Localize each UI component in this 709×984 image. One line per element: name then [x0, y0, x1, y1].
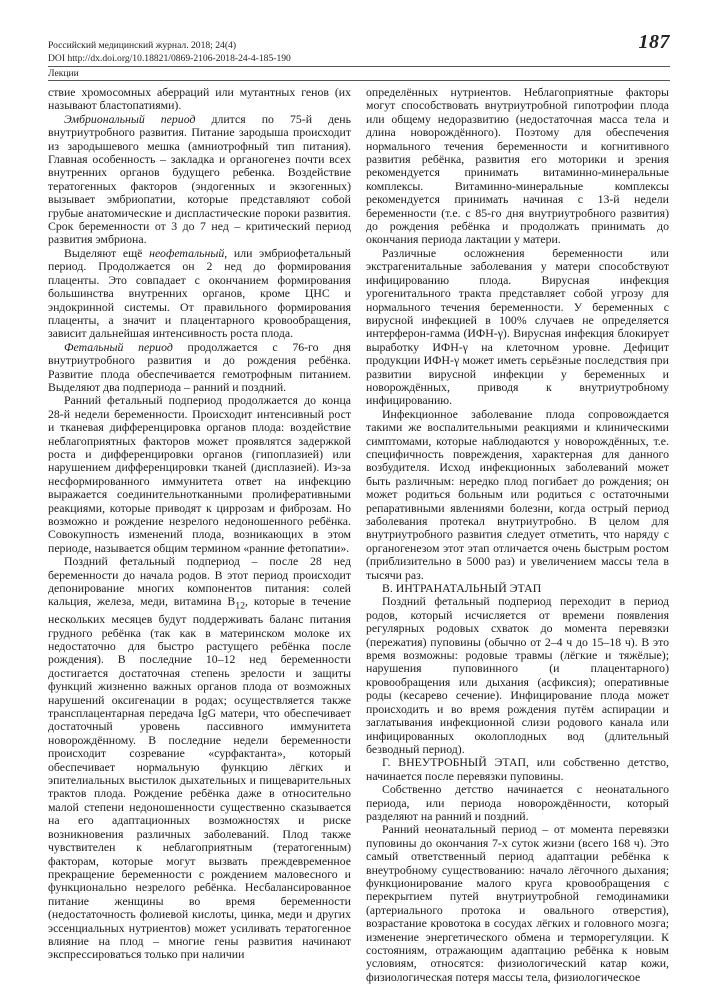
text-run: В. ИНТРАНАТАЛЬНЫЙ ЭТАП — [382, 581, 542, 596]
paragraph — [366, 823, 669, 984]
paragraph — [366, 408, 669, 582]
text-run: определённых нутриентов. Неблагоприятные факторы могут способствовать внутриутробной гипотрофии плода или общему недоразвитию (недостаточная масса тела и длина новорождённого). Поэтому для обеспечения нормального течения беременности и когнитивного развития ребёнка, развития его моторики и зрения рекомендуется принимать витаминно-минеральные комплексы. Витаминно-минеральные комплексы рекомендуется принимать начиная с 13-й недели беременности (т.е. с 85-го дня внутриутробного развития) до рождения ребёнка и продолжать принимать до окончания периода лактации у матери. — [366, 85, 669, 247]
text-run: Поздний фетальный подпериод – после 28 нед беременности до начала родов. В этот период происходит депонирование многих компонентов питания: солей кальция, железа, меди, витамина B — [48, 554, 351, 609]
text-run: ствие хромосомных аберраций или мутантных генов (их называют бластопатиями). — [48, 85, 351, 113]
left-text-column — [48, 86, 351, 962]
text-run: Собственно детство начинается с неонатального периода, или периода новорождённости, который разделяют на ранний и поздний. — [366, 782, 669, 823]
paragraph — [366, 247, 669, 408]
header-rule — [48, 66, 670, 67]
text-run: Ранний неонатальный период – от момента перевязки пуповины до окончания 7-х суток жизни (всего 168 ч). Это самый ответственный период адаптации ребёнка к внеутробному существованию: начало лёгочного дыхания; функционирование малого круга кровообращения с перекрытием путей внутриутробной гемодинамики (артериального протока и овального отверстия), возрастание кровотока в сосудах лёгких и головного мозга; изменение энергетического обмена и терморегуляции. К состояниям, отражающим адаптацию ребёнка к новым условиям, относятся: физиологический катар кожи, физиологическая потеря массы тела, физиологическое — [366, 822, 669, 984]
doi-line: DOI http://dx.doi.org/10.18821/0869-2106-2018-24-4-185-190 — [48, 52, 291, 64]
page-number: 187 — [638, 31, 670, 53]
paragraph — [48, 86, 351, 113]
text-run: Поздний фетальный подпериод переходит в период родов, который исчисляется от времени появления регулярных родовых схваток до момента перевязки (пережатия) пуповины (обычно от 2–4 ч до 15–18 ч). В это время возможны: родовые травмы (лёгкие и тяжёлые); нарушения пуповинного (и плацентарного) кровообращения или дыхания (асфиксия); оперативные роды (кесарево сечение). Инфицирование плода может происходить и во время рождения путём аспирации и заглатывания инфекционной слизи родового канала или инфицированных околоплодных вод (длительный безводный период). — [366, 594, 669, 756]
journal-citation: Российский медицинский журнал. 2018; 24(4) — [48, 40, 237, 51]
paragraph — [48, 555, 351, 962]
section-label: Лекции — [48, 68, 79, 79]
subscript: 12 — [235, 600, 246, 612]
text-run: длится по 75-й день внутриутробного развития. Питание зародыша происходит из зародышевого мешка (амниотрофный тип питания). Главная особенность – закладка и органогенез почти всех внутренних органов будущего ребенка. Воздействие тератогенных факторов (эндогенных и экзогенных) вызывает эмбриопатии, которые представляют собой грубые анатомические и диспластические пороки развития. Срок беременности от 3 до 7 нед – критический период развития эмбриона. — [48, 111, 351, 247]
section-rule — [48, 80, 670, 81]
text-run: Инфекционное заболевание плода сопровождается такими же воспалительными реакциями и клиническими симптомами, которые наблюдаются у новорождённых, т.е. специфичность повреждения, характерная для данного возбудителя. Исход инфекционных заболеваний может быть различным: нередко плод погибает до рождения; он может родиться больным или родиться с остаточными репаративными явлениями болезни, когда острый период заболевания протекал внутриутробно. В целом для внутриутробного развития следует отметить, что наряду с органогенезом этот этап отличается очень быстрым ростом (приблизительно в 5000 раз) и увеличением массы тела в тысячи раз. — [366, 406, 669, 582]
paragraph — [366, 582, 669, 595]
text-run: Различные осложнения беременности или экстрагенитальные заболевания у матери способствуют инфицированию плода. Вирусная инфекция урогенитального тракта представляет собой угрозу для нормального течения беременности. У беременных с вирусной инфекцией в 100% случаев не определяется интерферон-гамма (ИФН-γ). Вирусная инфекция блокирует выработку ИФН-γ на клеточном уровне. Дефицит продукции ИФН-γ может иметь серьёзные последствия при развитии вирусной инфекции у беременных и новорождённых, приводя к внутриутробному инфицированию. — [366, 245, 669, 408]
paragraph — [366, 595, 669, 756]
text-run: , или эмбриофетальный период. Продолжается он 2 нед до формирования плаценты. Это совпадает с окончанием формирования большинства внутренних органов, кроме ЦНС и эндокринной системы. От правильного формирования плаценты, а значит и плацентарного кровообращения, зависит дальнейшая интенсивность роста плода. — [48, 245, 351, 341]
text-run: , которые в течение нескольких месяцев будут поддерживать баланс питания грудного ребёнка (так как в материнском молоке их недостаточно для быстро растущего ребёнка после рождения). В последние 10–12 нед беременности достигается достаточная степень зрелости и защиты функций жизненно важных органов плода от возможных нарушений оксигенации в родах; осуществляется также трансплацентарная передача IgG матери, что обеспечивает достаточный уровень пассивного иммунитета новорождённому. В последние недели беременности происходит созревание «сурфактанта», который обеспечивает нормальную функцию лёгких и эпителиальных выстилок дыхательных и пищеварительных трактов плода. Рождение ребёнка даже в относительно малой степени недоношенности существенно сказывается на его адаптационных возможностях и риске возникновения различных заболеваний. Плод также чувствителен к неблагоприятным (тератогенным) факторам, которые могут вызвать преждевременное прекращение беременности с рождением маловесного и функционально незрелого ребёнка. Несбалансированное питание женщины во время беременности (недостаточность фолиевой кислоты, цинка, меди и других эссенциальных нутриентов) может усиливать тератогенное влияние на плод – многие гены развития начинают экспрессироваться только при наличии — [48, 594, 351, 962]
italic-term: Эмбриональный период — [64, 111, 196, 126]
paragraph — [48, 113, 351, 247]
italic-term: Фетальный период — [64, 339, 173, 354]
paragraph — [366, 756, 669, 783]
italic-term: неофетальный — [149, 245, 225, 260]
paragraph — [366, 86, 669, 247]
text-run: Г. ВНЕУТРОБНЫЙ ЭТАП, или собственно детство, начинается после перевязки пуповины. — [366, 755, 669, 783]
text-run: Ранний фетальный подпериод продолжается до конца 28-й недели беременности. Происходит интенсивный рост и тканевая дифференцировка органов плода: воздействие неблагоприятных факторов может проявлятся задержкой роста и дифференцировки органов (гипоплазией) или нарушением дифференцировки тканей (дисплазией). Из-за несформированного иммунитета ответ на инфекцию выражается соединительнотканными пролиферативными реакциями, которые приводят к циррозам и фиброзам. Но возможно и рождение незрелого недоношенного ребёнка. Совокупность изменений плода, возникающих в этом периоде, называется общим термином «ранние фетопатии». — [48, 393, 351, 555]
running-header — [48, 31, 670, 65]
paragraph — [48, 247, 351, 341]
paragraph — [366, 783, 669, 823]
text-run: Выделяют ещё — [64, 245, 150, 260]
paragraph — [48, 394, 351, 555]
paragraph — [48, 341, 351, 395]
right-text-column — [366, 86, 669, 984]
text-run: продолжается с 76-го дня внутриутробного развития и до рождения ребёнка. Развитие плода обеспечивается гемотрофным питанием. Выделяют два подпериода – ранний и поздний. — [48, 339, 351, 394]
